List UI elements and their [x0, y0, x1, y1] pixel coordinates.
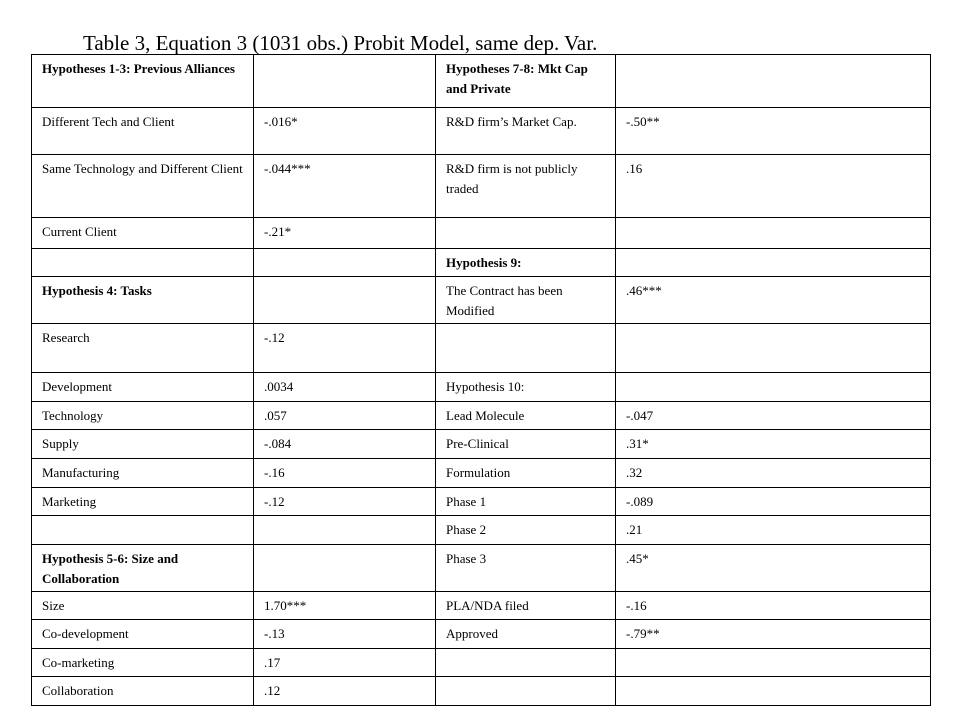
- table-row: [32, 516, 931, 545]
- left-variable-label-cell: Different Tech and Client: [32, 108, 254, 155]
- left-variable-label-cell: Hypotheses 1-3: Previous Alliances: [32, 55, 254, 108]
- right-variable-label-cell: R&D firm’s Market Cap.: [436, 108, 616, 155]
- left-coefficient-cell: [254, 277, 436, 324]
- right-variable-label-cell: Hypotheses 7-8: Mkt Cap and Private: [436, 55, 616, 108]
- table-title: Table 3, Equation 3 (1031 obs.) Probit Model, same dep. Var.: [83, 31, 598, 55]
- left-variable-label-cell: [32, 248, 254, 277]
- left-variable-label-cell: Technology: [32, 401, 254, 430]
- right-variable-label-cell: Phase 2: [436, 516, 616, 545]
- table-row: [32, 458, 931, 487]
- left-coefficient-cell: [254, 516, 436, 545]
- left-variable-label-cell: Supply: [32, 430, 254, 459]
- right-coefficient-cell: .46***: [616, 277, 931, 324]
- left-variable-label-cell: Co-marketing: [32, 648, 254, 677]
- table-row: [32, 430, 931, 459]
- table-row: [32, 373, 931, 402]
- left-variable-label-cell: Collaboration: [32, 677, 254, 706]
- left-variable-label-cell: Current Client: [32, 218, 254, 249]
- left-variable-label-cell: Same Technology and Different Client: [32, 154, 254, 217]
- table-row: [32, 401, 931, 430]
- table-row: [32, 218, 931, 249]
- left-coefficient-cell: -.044***: [254, 154, 436, 217]
- left-coefficient-cell: -.16: [254, 458, 436, 487]
- left-variable-label-cell: Manufacturing: [32, 458, 254, 487]
- left-coefficient-cell: -.084: [254, 430, 436, 459]
- right-variable-label-cell: Hypothesis 9:: [436, 248, 616, 277]
- left-coefficient-cell: [254, 248, 436, 277]
- right-coefficient-cell: [616, 324, 931, 373]
- table-row: [32, 277, 931, 324]
- left-coefficient-cell: .17: [254, 648, 436, 677]
- left-coefficient-cell: .12: [254, 677, 436, 706]
- table-row: [32, 324, 931, 373]
- right-variable-label-cell: [436, 677, 616, 706]
- table-row: [32, 108, 931, 155]
- left-variable-label-cell: [32, 516, 254, 545]
- right-variable-label-cell: Hypothesis 10:: [436, 373, 616, 402]
- table-row: [32, 620, 931, 649]
- left-variable-label-cell: Hypothesis 4: Tasks: [32, 277, 254, 324]
- right-coefficient-cell: [616, 373, 931, 402]
- left-coefficient-cell: -.12: [254, 487, 436, 516]
- left-variable-label-cell: Size: [32, 591, 254, 620]
- right-variable-label-cell: Pre-Clinical: [436, 430, 616, 459]
- right-variable-label-cell: The Contract has been Modified: [436, 277, 616, 324]
- right-variable-label-cell: R&D firm is not publicly traded: [436, 154, 616, 217]
- right-coefficient-cell: [616, 248, 931, 277]
- left-coefficient-cell: .057: [254, 401, 436, 430]
- table-row: [32, 154, 931, 217]
- right-variable-label-cell: Approved: [436, 620, 616, 649]
- right-coefficient-cell: [616, 218, 931, 249]
- right-variable-label-cell: Phase 3: [436, 544, 616, 591]
- table-row: [32, 648, 931, 677]
- left-coefficient-cell: 1.70***: [254, 591, 436, 620]
- right-coefficient-cell: .32: [616, 458, 931, 487]
- right-coefficient-cell: .16: [616, 154, 931, 217]
- right-coefficient-cell: [616, 648, 931, 677]
- right-variable-label-cell: PLA/NDA filed: [436, 591, 616, 620]
- table-row: [32, 487, 931, 516]
- left-coefficient-cell: .0034: [254, 373, 436, 402]
- left-coefficient-cell: [254, 544, 436, 591]
- left-variable-label-cell: Research: [32, 324, 254, 373]
- right-variable-label-cell: Formulation: [436, 458, 616, 487]
- left-coefficient-cell: -.016*: [254, 108, 436, 155]
- table-row: [32, 248, 931, 277]
- right-coefficient-cell: [616, 55, 931, 108]
- right-variable-label-cell: Lead Molecule: [436, 401, 616, 430]
- table-row: [32, 677, 931, 706]
- right-coefficient-cell: -.79**: [616, 620, 931, 649]
- left-coefficient-cell: [254, 55, 436, 108]
- right-coefficient-cell: -.16: [616, 591, 931, 620]
- right-variable-label-cell: [436, 648, 616, 677]
- right-coefficient-cell: -.50**: [616, 108, 931, 155]
- right-coefficient-cell: .21: [616, 516, 931, 545]
- left-coefficient-cell: -.12: [254, 324, 436, 373]
- right-variable-label-cell: [436, 324, 616, 373]
- left-variable-label-cell: Hypothesis 5-6: Size and Collaboration: [32, 544, 254, 591]
- left-coefficient-cell: -.21*: [254, 218, 436, 249]
- table-row: [32, 544, 931, 591]
- left-variable-label-cell: Development: [32, 373, 254, 402]
- right-coefficient-cell: .45*: [616, 544, 931, 591]
- results-table: [31, 54, 931, 706]
- right-coefficient-cell: [616, 677, 931, 706]
- table-row: [32, 55, 931, 108]
- results-table-body: [32, 55, 931, 706]
- right-coefficient-cell: -.089: [616, 487, 931, 516]
- right-variable-label-cell: [436, 218, 616, 249]
- right-coefficient-cell: .31*: [616, 430, 931, 459]
- left-variable-label-cell: Co-development: [32, 620, 254, 649]
- right-coefficient-cell: -.047: [616, 401, 931, 430]
- left-variable-label-cell: Marketing: [32, 487, 254, 516]
- left-coefficient-cell: -.13: [254, 620, 436, 649]
- right-variable-label-cell: Phase 1: [436, 487, 616, 516]
- table-row: [32, 591, 931, 620]
